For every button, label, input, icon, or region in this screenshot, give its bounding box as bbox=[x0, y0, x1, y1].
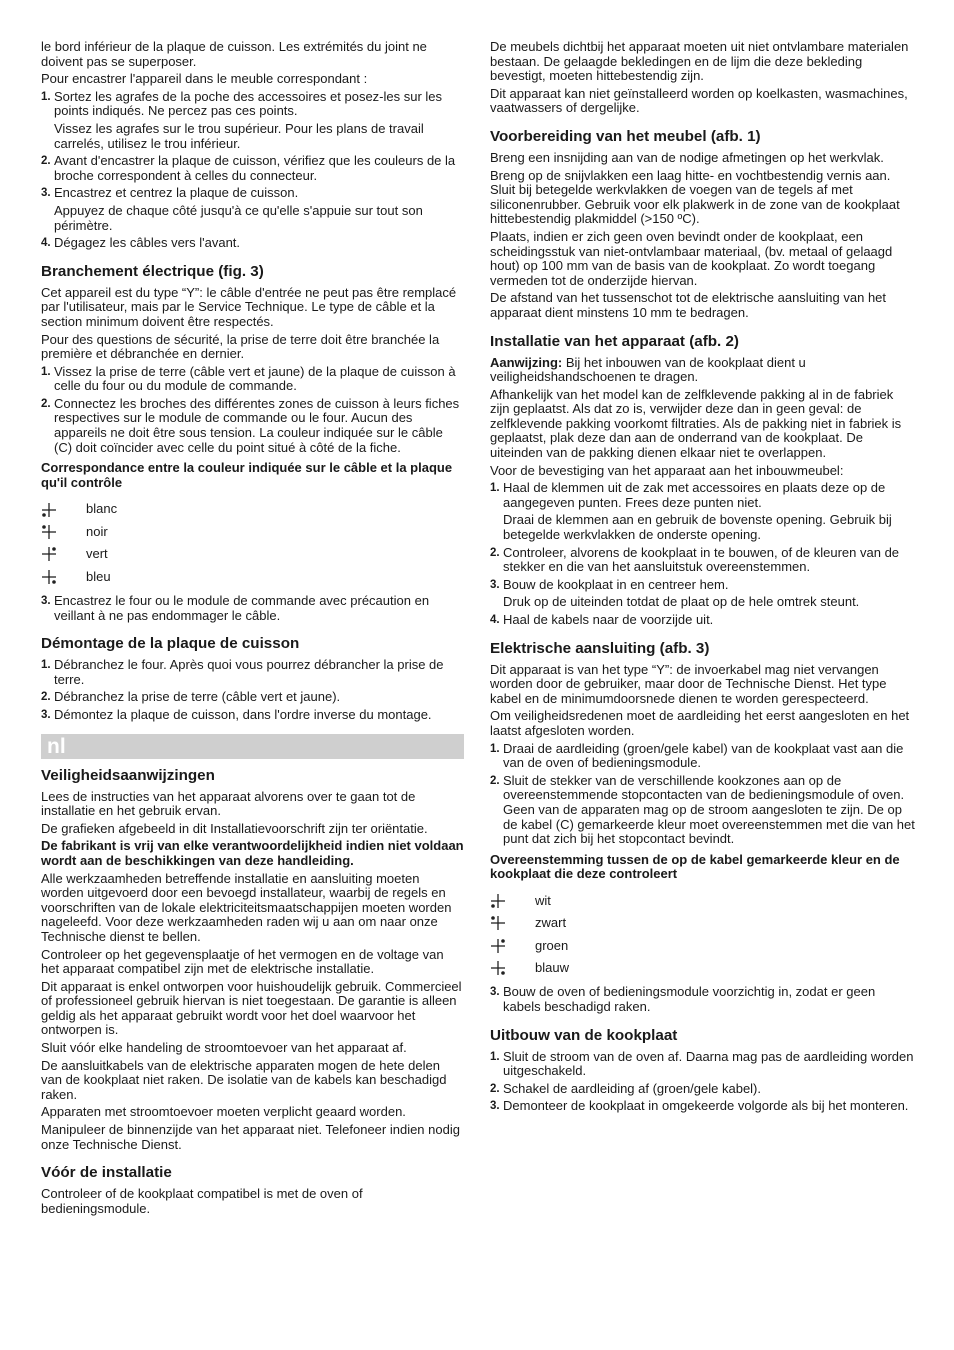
demontage-steps-list bbox=[41, 658, 464, 722]
paragraph: Dit apparaat kan niet geïnstalleerd worden op koelkasten, wasmachines, vaatwassers of dergelijke. bbox=[490, 85, 908, 116]
list-item: 2. Sluit de stekker van de verschillende kookzones aan op de overeenstemmende stopcontacten van de bedieningsmodule of oven. Geen van de apparaten mag op de stroom aangesloten te zijn. De op de kabel (C) gemarkeerde kleur moet overeenstemmen met die van het punt dat zich bij het stopcontact bevindt. bbox=[490, 772, 915, 847]
list-item: 2. Débranchez la prise de terre (câble vert et jaune). bbox=[41, 689, 341, 705]
list-item: 3. Bouw de kookplaat in en centreer hem. Druk op de uiteinden totdat de plaat op de hele omtrek steunt. bbox=[490, 576, 860, 610]
list-item: 2. Controleer, alvorens de kookplaat in te bouwen, of de kleuren van de stekker en die van het aansluitstuk overeenstemmen. bbox=[490, 544, 900, 575]
wire-row bbox=[490, 890, 915, 912]
paragraph: Controleer of de kookplaat compatibel is met de oven of bedieningsmodule. bbox=[41, 1186, 363, 1216]
wire-label: zwart bbox=[535, 915, 567, 931]
wire-dot-bottom-right-icon bbox=[41, 569, 57, 585]
wire-row bbox=[41, 498, 464, 520]
wire-label: wit bbox=[535, 892, 551, 908]
paragraph: Apparaten met stroomtoevoer moeten verplicht geaard worden. bbox=[41, 1104, 406, 1120]
list-item: 2. Schakel de aardleiding af (groen/gele kabel). bbox=[490, 1080, 762, 1096]
paragraph: Plaats, indien er zich geen oven bevindt onder de kookplaat, een scheidingsstuk van niet-ontvlambaar materiaal, (bv. metaal of gelaagd hout) op 100 mm van de basis van de kookplaat. Zo wordt toegang vermeden tot de onderzijde hiervan. bbox=[490, 228, 893, 288]
wire-label: groen bbox=[535, 937, 569, 953]
language-banner bbox=[41, 734, 464, 759]
section-heading: Branchement électrique (fig. 3) bbox=[41, 262, 264, 280]
wire-dot-bottom-left-icon bbox=[41, 502, 57, 518]
section-heading: Uitbouw van de kookplaat bbox=[490, 1026, 678, 1044]
wire-label: bleu bbox=[86, 568, 111, 584]
wire-row bbox=[41, 543, 464, 565]
paragraph: Om veiligheidsredenen moet de aardleiding het eerst aangesloten en het laatst afgesloten worden. bbox=[490, 708, 910, 738]
wire-color-legend bbox=[490, 890, 915, 980]
paragraph: Afhankelijk van het model kan de zelfklevende pakking al in de fabriek zijn geplaatst. Als dat zo is, verwijder deze dan in geen geval: de zelfklevende pakking voorkomt filtraties. Als de pakking niet in fabriek is geplaatst, plak deze dan aan de onderrand van de kookplaat. De uiteinden van de pakking dienen elkaar niet te overlappen. bbox=[490, 386, 902, 461]
paragraph: De aansluitkabels van de elektrische apparaten mogen de hete delen van de kookplaat niet raken. De isolatie van de kabels kan beschadigd raken. bbox=[41, 1057, 447, 1102]
section-heading: Elektrische aansluiting (afb. 3) bbox=[490, 639, 710, 657]
elek-steps-list bbox=[490, 742, 915, 847]
wire-dot-top-right-icon bbox=[490, 938, 506, 954]
wire-label: noir bbox=[86, 523, 108, 539]
right-column bbox=[490, 40, 915, 1117]
note-label: Aanwijzing: bbox=[490, 354, 563, 370]
install-steps-list bbox=[41, 90, 464, 251]
list-item: 4. Dégagez les câbles vers l'avant. bbox=[41, 235, 241, 251]
wire-dot-bottom-right-icon bbox=[490, 960, 506, 976]
list-item: 3. Encastrez et centrez la plaque de cuisson. Appuyez de chaque côté jusqu'à ce qu'elle s'appuie sur tout son périmètre. bbox=[41, 185, 423, 233]
list-item: 1. Vissez la prise de terre (câble vert et jaune) de la plaque de cuisson à celle du four ou du module de commande. bbox=[41, 363, 456, 394]
sub-heading: Overeenstemming tussen de op de kabel gemarkeerde kleur en de kookplaat die deze controleert bbox=[490, 851, 900, 882]
list-item: 3. Bouw de oven of bedieningsmodule voorzichtig in, zodat er geen kabels beschadigd raken. bbox=[490, 984, 876, 1015]
paragraph: Dit apparaat is enkel ontworpen voor huishoudelijk gebruik. Commercieel of professioneel gebruik hiervan is niet toegestaan. De garantie is alleen geldig als het apparaat gebruikt wordt voor het doel waarvoor het ontworpen is. bbox=[41, 978, 462, 1038]
uitbouw-steps-list bbox=[490, 1050, 915, 1114]
list-item: 1. Draai de aardleiding (groen/gele kabel) van de kookplaat vast aan die van de oven of bedieningsmodule. bbox=[490, 740, 904, 771]
wire-row bbox=[490, 957, 915, 979]
wire-row bbox=[41, 521, 464, 543]
list-item: 3. Démontez la plaque de cuisson, dans l'ordre inverse du montage. bbox=[41, 706, 432, 722]
install-steps-list bbox=[490, 481, 915, 627]
list-item: 2. Connectez les broches des différentes zones de cuisson à leurs fiches respectives sur le module de commande ou le four. Aucun des appareils ne doit être sous tension. La couleur indiquée sur le câble (C) doit coïncider avec celle du point situé à côté de la fiche. bbox=[41, 395, 460, 455]
wire-dot-top-left-icon bbox=[41, 524, 57, 540]
paragraph: Lees de instructies van het apparaat alvorens over te gaan tot de installatie en het gebruik ervan. bbox=[41, 788, 416, 819]
intro-paragraph: le bord inférieur de la plaque de cuisson. Les extrémités du joint ne doivent pas se superposer. bbox=[41, 39, 427, 69]
paragraph: De afstand van het tussenschot tot de elektrische aansluiting van het apparaat dient minstens 10 mm te bedragen. bbox=[490, 290, 887, 320]
list-item: 1. Sluit de stroom van de oven af. Daarna mag pas de aardleiding worden uitgeschakeld. bbox=[490, 1048, 914, 1079]
section-heading: Veiligheidsaanwijzingen bbox=[41, 766, 215, 784]
branchement-steps-list bbox=[41, 365, 464, 456]
elek-step3 bbox=[490, 985, 915, 1014]
paragraph: Voor de bevestiging van het apparaat aan het inbouwmeubel: bbox=[490, 462, 844, 478]
branchement-step3 bbox=[41, 594, 464, 623]
paragraph: De grafieken afgebeeld in dit Installatievoorschrift zijn ter oriëntatie. bbox=[41, 820, 428, 836]
list-item: 4. Haal de kabels naar de voorzijde uit. bbox=[490, 612, 714, 627]
paragraph: Manipuleer de binnenzijde van het apparaat niet. Telefoneer indien nodig onze Technische Dienst. bbox=[41, 1122, 460, 1152]
wire-color-legend bbox=[41, 498, 464, 588]
wire-dot-bottom-left-icon bbox=[490, 893, 506, 909]
paragraph: Breng een insnijding aan van de nodige afmetingen op het werkvlak. bbox=[490, 149, 884, 165]
list-item: 1. Sortez les agrafes de la poche des accessoires et posez-les sur les points indiqués. Ne percez pas ces points. Vissez les agrafes sur le trou supérieur. Pour les plans de travail carrelés, utilisez le trou inférieur. bbox=[41, 88, 443, 151]
wire-label: blanc bbox=[86, 501, 118, 517]
sub-heading: Correspondance entre la couleur indiquée sur le câble et la plaque qu'il contrôle bbox=[41, 460, 453, 490]
paragraph: Controleer op het gegevensplaatje of het vermogen en de voltage van het apparaat compatibel zijn met de elektrische installatie. bbox=[41, 946, 444, 977]
list-item: 3. Encastrez le four ou le module de commande avec précaution en veillant à ne pas endommager le câble. bbox=[41, 593, 430, 623]
wire-row bbox=[490, 912, 915, 934]
section-heading: Voorbereiding van het meubel (afb. 1) bbox=[490, 127, 761, 145]
list-item: 1. Débranchez le four. Après quoi vous pourrez débrancher la prise de terre. bbox=[41, 657, 444, 687]
section-heading: Démontage de la plaque de cuisson bbox=[41, 635, 300, 653]
paragraph: Alle werkzaamheden betreffende installatie en aansluiting moeten worden uitgevoerd door een bevoegd installateur, waarbij de regels en voorschriften van de lokale elektriciteitsmaatschappijen moeten worden nageleefd. Voor deze werkzaamheden raden wij u aan om naar onze Technische dienst te bellen. bbox=[41, 870, 452, 944]
bold-paragraph: De fabrikant is vrij van elke verantwoordelijkheid indien niet voldaan wordt aan de beschikkingen van deze handleiding. bbox=[41, 838, 464, 868]
paragraph: Breng op de snijvlakken een laag hitte- en vochtbestendig vernis aan. Sluit bij betegelde werkvlakken de voegen van de tegels af met siliconenrubber. Gebruik voor elk plakwerk in de zone van de kookplaat hittebestendig plakmiddel (>150 ºC). bbox=[490, 167, 900, 227]
section-heading: Installatie van het apparaat (afb. 2) bbox=[490, 332, 739, 350]
language-label: nl bbox=[47, 734, 66, 758]
wire-dot-top-left-icon bbox=[490, 915, 506, 931]
list-item: 2. Avant d'encastrer la plaque de cuisson, vérifiez que les couleurs de la broche correspondent à celles du connecteur. bbox=[41, 153, 456, 183]
paragraph: Cet appareil est du type “Y”: le câble d'entrée ne peut pas être remplacé par l'utilisateur, mais par le Service Technique. Le type de câble et la section minimum doivent être respectés. bbox=[41, 284, 457, 329]
note-paragraph bbox=[490, 356, 915, 385]
wire-row bbox=[41, 566, 464, 588]
wire-label: vert bbox=[86, 546, 108, 562]
paragraph: De meubels dichtbij het apparaat moeten uit niet ontvlambare materialen bestaan. De gelaagde bekledingen en de lijm die deze bekleding bevestigt, moeten hittebestendig zijn. bbox=[490, 39, 909, 84]
paragraph: Sluit vóór elke handeling de stroomtoevoer van het apparaat af. bbox=[41, 1040, 407, 1056]
list-item: 1. Haal de klemmen uit de zak met accessoires en plaats deze op de aangegeven punten. Frees deze punten niet. Draai de klemmen aan en gebruik de bovenste opening. Gebruik bij betegelde werkvlakken de onderste opening. bbox=[490, 480, 892, 543]
note-text: Bij het inbouwen van de kookplaat dient u veiligheidshandschoenen te dragen. bbox=[490, 354, 806, 385]
section-heading: Vóór de installatie bbox=[41, 1164, 172, 1182]
list-item: 3. Demonteer de kookplaat in omgekeerde volgorde als bij het monteren. bbox=[490, 1098, 909, 1114]
wire-dot-top-right-icon bbox=[41, 546, 57, 562]
paragraph: Dit apparaat is van het type “Y”: de invoerkabel mag niet vervangen worden door de gebruiker, maar door de Technische Dienst. Het type kabel en de minimumdoorsnede dienen te worden gerespecteerd. bbox=[490, 661, 887, 706]
intro-paragraph: Pour encastrer l'appareil dans le meuble correspondant : bbox=[41, 71, 368, 87]
paragraph: Pour des questions de sécurité, la prise de terre doit être branchée la première et débranchée en dernier. bbox=[41, 331, 440, 362]
left-column bbox=[41, 40, 464, 1219]
wire-row bbox=[490, 935, 915, 957]
wire-label: blauw bbox=[535, 959, 569, 975]
